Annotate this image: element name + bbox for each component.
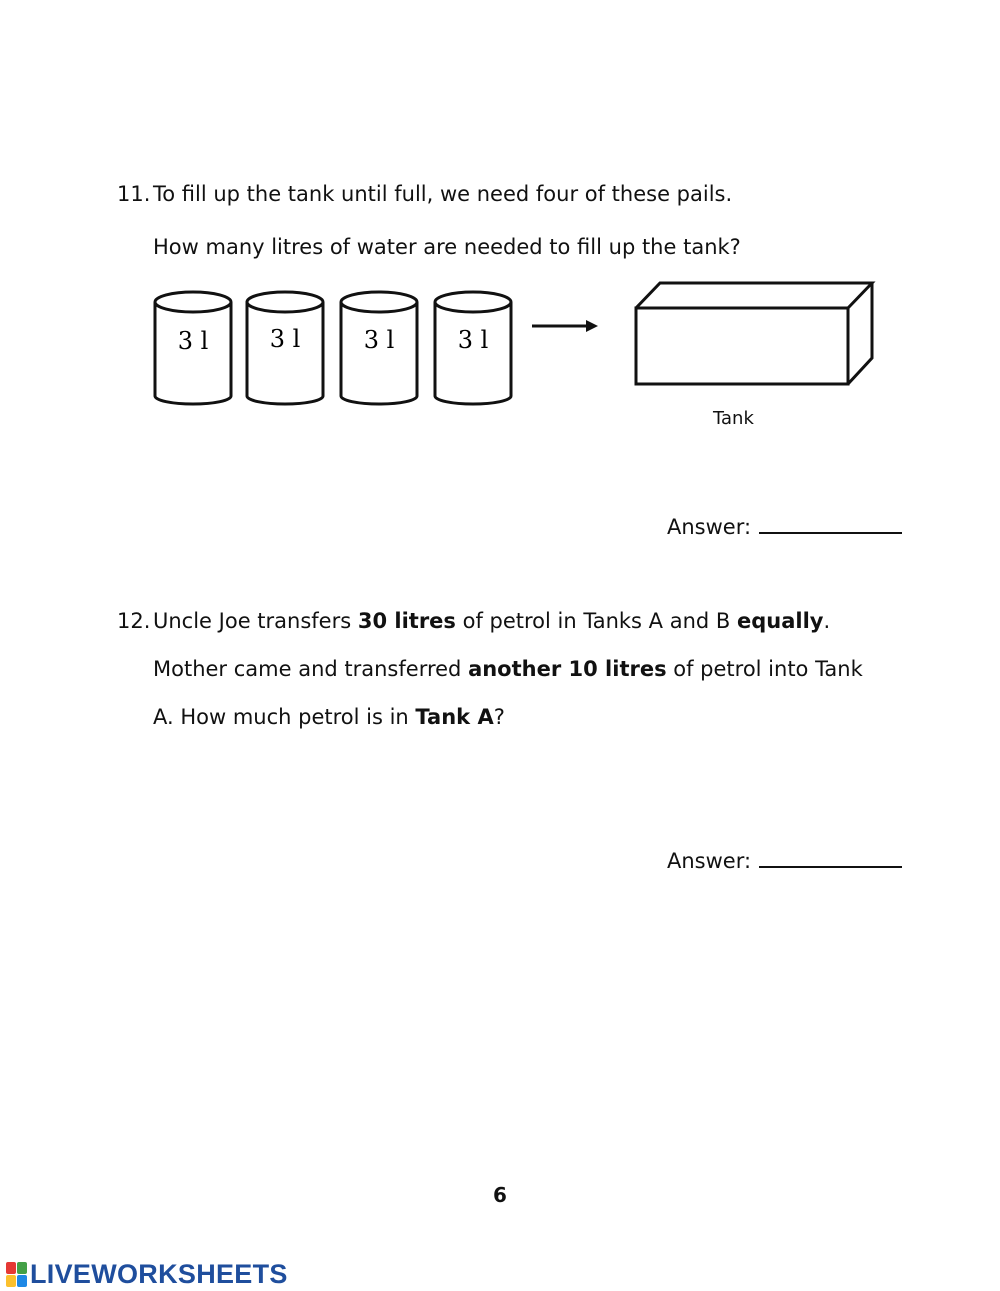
tank-label: Tank [713,408,754,429]
liveworksheets-logo[interactable] [6,1259,288,1289]
q12-text: Uncle Joe transfers [153,609,358,633]
question-11-line-1: To fill up the tank until full, we need four of these pails. [153,182,733,206]
q11-answer-row [667,512,902,539]
q12-text: . [823,609,831,633]
q12-bold-tank-a: Tank A [415,705,494,729]
q12-bold-equally: equally [736,609,824,633]
arrow-right-icon [532,320,598,332]
q12-bold-30-litres: 30 litres [357,609,456,633]
q11-diagram [0,270,1000,440]
question-11-line-2: How many litres of water are needed to fill up the tank? [153,235,741,259]
question-11-number: 11. [117,182,151,206]
question-12-number: 12. [117,609,151,633]
question-12-line-2 [153,655,901,683]
q12-text: of petrol into Tank [666,657,863,681]
pail-4-label: 3 l [457,326,489,354]
tank-box [636,283,872,384]
q12-text: of petrol in Tanks A and B [455,609,737,633]
question-12-line-3 [153,703,505,731]
q12-answer-blank[interactable] [759,846,902,868]
q12-bold-another-10-litres: another 10 litres [468,657,667,681]
q12-answer-label: Answer: [667,849,752,873]
logo-mark-icon [6,1262,27,1287]
q12-text: ? [493,705,505,729]
question-12-line-1 [153,607,830,635]
pail-2-label: 3 l [269,325,301,353]
pail-1-label: 3 l [177,327,209,355]
q11-answer-label: Answer: [667,515,752,539]
q12-answer-row [667,846,902,873]
q12-text: A. How much petrol is in [153,705,416,729]
pail-3-label: 3 l [363,326,395,354]
logo-text: LIVEWORKSHEETS [30,1258,288,1289]
q12-text: Mother came and transferred [153,657,469,681]
q11-answer-blank[interactable] [759,512,902,534]
page-number: 6 [493,1183,507,1207]
